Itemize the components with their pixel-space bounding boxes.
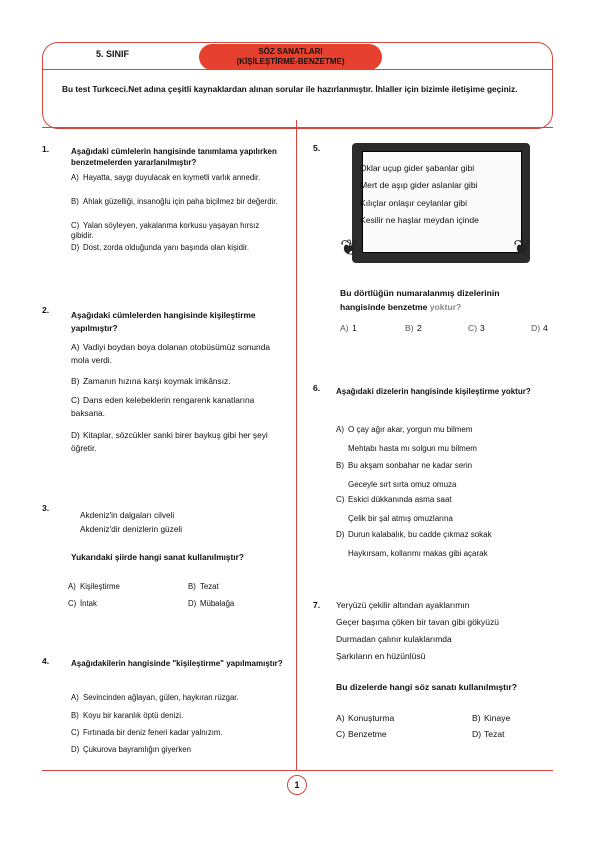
q6-option-d[interactable]: D) Durun kalabalık, bu cadde çıkmaz sokak Haykırsam, kollarımı makas gibi açarak [336, 530, 492, 558]
q2-stem: Aşağıdaki cümlelerden hangisinde kişileştirme yapılmıştır? [71, 310, 256, 333]
q2-option-a[interactable]: A) Vadiyi boydan boya dolanan otobüsümüz sonunda mola verdi. [71, 342, 271, 365]
q5-option-b[interactable]: B) 2 [405, 323, 422, 333]
q5-stem-line2: hangisinde benzetme yoktur? [340, 302, 462, 312]
q3-option-a[interactable]: A) Kişileştirme [68, 582, 120, 591]
q4-option-d[interactable]: D) Çukurova bayramlığın giyerken [71, 745, 191, 754]
q7-poem-line2: Geçer başıma çöken bir tavan gibi gökyüzü [336, 617, 500, 627]
header-divider [42, 69, 553, 70]
q3-line1: Akdeniz'in dalgaları cilveli [80, 510, 175, 520]
title-line2: (KİŞİLEŞTİRME-BENZETME) [236, 57, 345, 66]
q5-stem-line1: Bu dörtlüğün numaralanmış dizelerinin [340, 288, 500, 298]
q4-number: 4. [42, 656, 50, 666]
q5-poem-line1: Oklar uçup gider şabanlar gibi [360, 163, 475, 173]
title-line1: SÖZ SANATLARI [258, 47, 323, 56]
q5-option-d[interactable]: D) 4 [531, 323, 548, 333]
q7-poem [336, 597, 499, 665]
q3-stem: Yukarıdaki şiirde hangi sanat kullanılmıştır? [71, 552, 244, 562]
q4-option-a[interactable]: A) Sevincinden ağlayan, gülen, haykıran rüzgar. [71, 693, 239, 702]
right-ornament-icon: ❦ [513, 235, 532, 260]
q5-option-c[interactable]: C) 3 [468, 323, 485, 333]
intro-text: Bu test Turkceci.Net adına çeşitli kaynaklardan alınan sorular ile hazırlanmıştır. İhlaller için bizimle iletişime geçiniz. [62, 84, 518, 94]
q7-poem-line3: Durmadan çalınır kulaklarımda [336, 634, 452, 644]
q5-stem-emphasis: yoktur? [429, 302, 462, 312]
q7-poem-line4: Şarkıların en hüzünlüsü [336, 651, 426, 661]
q6-stem: Aşağıdaki dizelerin hangisinde kişileştirme yoktur? [336, 387, 531, 396]
q2-option-c[interactable]: C) Dans eden kelebeklerin rengarenk kanatlarına baksana. [71, 395, 255, 418]
q7-stem: Bu dizelerde hangi söz sanatı kullanılmıştır? [336, 682, 517, 692]
title-pill [199, 44, 382, 70]
q7-option-a[interactable]: A) Konuşturma [336, 713, 395, 723]
q5-poem [360, 160, 528, 229]
q4-stem: Aşağıdakilerin hangisinde "kişileştirme" yapılmamıştır? [71, 659, 283, 668]
q3-option-d[interactable]: D) Mübalağa [188, 599, 235, 608]
q6-option-c[interactable]: C) Eskici dükkanında asma saat Çelik bir şal atmış omuzlarına [336, 495, 453, 523]
q7-option-d[interactable]: D) Tezat [472, 729, 505, 739]
q1-option-a[interactable]: A) Hayatta, saygı duyulacak en kıymetli varlık annedir. [71, 173, 261, 182]
q4-option-c[interactable]: C) Fırtınada bir deniz feneri kadar yalnızım. [71, 728, 223, 737]
q5-poem-line2: Mert de aşıp gider aslanlar gibi [360, 180, 478, 191]
q2-option-b[interactable]: B) Zamanın hızına karşı koymak imkânsız. [71, 376, 231, 386]
page-number: 1 [287, 775, 307, 795]
q3-option-c[interactable]: C) İntak [68, 599, 97, 608]
q5-number: 5. [313, 143, 321, 153]
q7-number: 7. [313, 600, 321, 610]
q7-poem-line1: Yeryüzü çekilir altından ayaklarımın [336, 600, 470, 610]
q5-poem-line3: Kılıçlar onlaşır ceylanlar gibi [360, 197, 467, 208]
q4-option-b[interactable]: B) Koyu bir karanlık öptü denizi. [71, 711, 184, 720]
left-ornament-icon: ❦ [340, 235, 359, 260]
q2-number: 2. [42, 305, 50, 315]
bottom-rule [42, 770, 553, 771]
q5-stem [340, 286, 499, 314]
q1-option-c[interactable]: C) Yalan söyleyen, yakalanma korkusu yaşayan hırsız gibidir. [71, 221, 260, 240]
q5-option-a[interactable]: A) 1 [340, 323, 357, 333]
q3-line2: Akdeniz'dir denizlerin güzeli [80, 524, 183, 534]
q6-number: 6. [313, 383, 321, 393]
q6-option-b[interactable]: B) Bu akşam sonbahar ne kadar serin Geceyle sırt sırta omuz omuza [336, 461, 473, 489]
q3-option-b[interactable]: B) Tezat [188, 582, 219, 591]
q3-number: 3. [42, 503, 50, 513]
q6-option-a[interactable]: A) O çay ağır akar, yorgun mu bilmem Mehtabı hasta mı solgun mu bilmem [336, 425, 477, 453]
q1-option-d[interactable]: D) Dost, zorda olduğunda yanı başında olan kişidir. [71, 243, 250, 252]
q7-option-b[interactable]: B) Kinaye [472, 713, 511, 723]
q1-number: 1. [42, 144, 50, 154]
grade-label: 5. SINIF [96, 49, 130, 59]
q1-stem: Aşağıdaki cümlelerin hangisinde tanımlama yapılırken benzetmelerden yararlanılmıştır? [71, 147, 277, 167]
column-divider [296, 120, 297, 770]
q5-poem-line4: Kesilir ne haşlar meydan içinde [360, 214, 479, 225]
q2-option-d[interactable]: D) Kitaplar, sözcükler sanki birer baykuş gibi her şeyi öğretir. [71, 430, 268, 453]
q7-option-c[interactable]: C) Benzetme [336, 729, 387, 739]
q1-option-b[interactable]: B) Ahlak güzelliği, insanoğlu için paha biçilmez bir değerdir. [71, 197, 278, 206]
top-rule [42, 127, 553, 128]
